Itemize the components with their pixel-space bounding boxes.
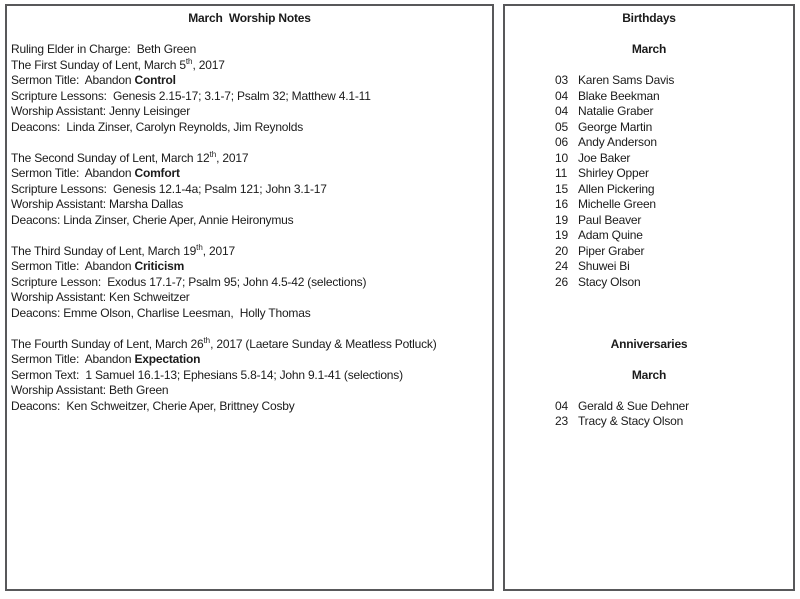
- person-name: George Martin: [578, 119, 653, 134]
- heading-text: , 2017 (Laetare Sunday & Meatless Potluck): [210, 336, 437, 351]
- person-name: Michelle Green: [578, 197, 656, 211]
- couple-name: Gerald & Sue Dehner: [578, 398, 689, 413]
- person-name: Karen Sams Davis: [578, 73, 675, 87]
- day-number: 05: [555, 119, 568, 134]
- sermon-title-emphasis: Comfort: [134, 166, 180, 180]
- section-heading: [11, 58, 488, 74]
- sermon-title-label: Sermon Title: Abandon: [11, 352, 135, 366]
- heading-text: , 2017: [202, 243, 235, 258]
- person-name: Joe Baker: [578, 150, 631, 165]
- ordinal-superscript: th: [185, 57, 193, 66]
- day-number: 11: [555, 166, 568, 180]
- birthdays-panel: [503, 4, 795, 591]
- heading-text: , 2017: [216, 150, 249, 165]
- deacons-line: Deacons: Linda Zinser, Carolyn Reynolds, Jim Reynolds: [11, 119, 304, 134]
- deacons-line: Deacons: Emme Olson, Charlise Leesman, Holly Thomas: [11, 305, 311, 320]
- day-number: 19: [555, 228, 568, 242]
- assistant-line: Worship Assistant: Ken Schweitzer: [11, 290, 190, 304]
- anniversaries-list: [505, 399, 793, 430]
- ordinal-superscript: th: [196, 243, 203, 252]
- birthdays-title: Birthdays: [622, 11, 676, 25]
- deacons-line: Deacons: Ken Schweitzer, Cherie Aper, Brittney Cosby: [11, 398, 295, 413]
- assistant-line: Worship Assistant: Marsha Dallas: [11, 197, 184, 211]
- day-number: 06: [555, 135, 568, 149]
- anniversary-row: [555, 414, 793, 430]
- day-number: 20: [555, 243, 568, 258]
- day-number: 16: [555, 197, 568, 211]
- person-name: Natalie Graber: [578, 104, 654, 118]
- section-heading: [11, 337, 488, 353]
- birthday-row: [555, 89, 793, 105]
- couple-name: Tracy & Stacy Olson: [578, 414, 684, 428]
- person-name: Stacy Olson: [578, 274, 641, 289]
- section-heading: [11, 151, 488, 167]
- birthday-row: [555, 228, 793, 244]
- birthdays-month: March: [631, 42, 667, 56]
- birthday-row: [555, 244, 793, 260]
- scripture-line: Scripture Lessons: Genesis 12.1-4a; Psalm 121; John 3.1-17: [11, 181, 327, 196]
- ordinal-superscript: th: [203, 336, 211, 345]
- scripture-line: Sermon Text: 1 Samuel 16.1-13; Ephesians 5.8-14; John 9.1-41 (selections): [11, 367, 403, 382]
- day-number: 10: [555, 150, 568, 165]
- worship-notes-title: March Worship Notes: [188, 11, 311, 25]
- birthday-row: [555, 120, 793, 136]
- scripture-line: Scripture Lessons: Genesis 2.15-17; 3.1-7; Psalm 32; Matthew 4.1-11: [11, 88, 371, 103]
- anniversaries-month: March: [631, 367, 667, 382]
- ruling-elder-line: Ruling Elder in Charge: Beth Green: [11, 42, 197, 56]
- anniversaries-title: Anniversaries: [610, 336, 688, 351]
- birthday-row: [555, 197, 793, 213]
- day-number: 03: [555, 73, 568, 87]
- birthday-row: [555, 151, 793, 167]
- section-heading: [11, 244, 488, 260]
- person-name: Blake Beekman: [578, 88, 660, 103]
- birthday-row: [555, 213, 793, 229]
- worship-notes-panel: [5, 4, 494, 591]
- birthday-row: [555, 275, 793, 291]
- sermon-title-label: Sermon Title: Abandon: [11, 73, 135, 87]
- worship-section-1: [11, 42, 488, 135]
- day-number: 15: [555, 181, 568, 196]
- worship-section-4: [11, 337, 488, 415]
- deacons-line: Deacons: Linda Zinser, Cherie Aper, Annie Heironymus: [11, 212, 294, 227]
- heading-text: The Second Sunday of Lent, March 12: [11, 150, 210, 165]
- heading-text: The Third Sunday of Lent, March 19: [11, 243, 197, 258]
- sermon-title-emphasis: Expectation: [134, 352, 201, 366]
- assistant-line: Worship Assistant: Beth Green: [11, 383, 169, 397]
- person-name: Piper Graber: [578, 243, 645, 258]
- birthday-row: [555, 104, 793, 120]
- ordinal-superscript: th: [209, 150, 217, 159]
- sermon-title-label: Sermon Title: Abandon: [11, 259, 135, 273]
- day-number: 04: [555, 88, 568, 103]
- scripture-line: Scripture Lesson: Exodus 17.1-7; Psalm 95; John 4.5-42 (selections): [11, 274, 367, 289]
- birthday-row: [555, 259, 793, 275]
- heading-text: , 2017: [192, 57, 225, 72]
- person-name: Paul Beaver: [578, 212, 642, 227]
- sermon-title-emphasis: Criticism: [134, 259, 185, 273]
- birthday-row: [555, 135, 793, 151]
- heading-text: The Fourth Sunday of Lent, March 26: [11, 336, 204, 351]
- day-number: 23: [555, 414, 568, 428]
- birthday-row: [555, 166, 793, 182]
- person-name: Allen Pickering: [578, 181, 655, 196]
- day-number: 26: [555, 274, 568, 289]
- day-number: 04: [555, 104, 568, 118]
- person-name: Shirley Opper: [578, 166, 649, 180]
- worship-section-2: [11, 151, 488, 229]
- sermon-title-emphasis: Control: [134, 73, 176, 87]
- sermon-title-line: [11, 259, 488, 275]
- anniversary-row: [555, 399, 793, 415]
- sermon-title-label: Sermon Title: Abandon: [11, 166, 135, 180]
- sermon-title-line: [11, 73, 488, 89]
- assistant-line: Worship Assistant: Jenny Leisinger: [11, 104, 191, 118]
- sermon-title-line: [11, 352, 488, 368]
- person-name: Shuwei Bi: [578, 259, 630, 273]
- worship-section-3: [11, 244, 488, 322]
- day-number: 24: [555, 259, 568, 273]
- sermon-title-line: [11, 166, 488, 182]
- birthdays-list: [505, 73, 793, 290]
- person-name: Adam Quine: [578, 228, 643, 242]
- heading-text: The First Sunday of Lent, March 5: [11, 57, 186, 72]
- day-number: 04: [555, 398, 568, 413]
- person-name: Andy Anderson: [578, 135, 657, 149]
- birthday-row: [555, 182, 793, 198]
- day-number: 19: [555, 212, 568, 227]
- birthday-row: [555, 73, 793, 89]
